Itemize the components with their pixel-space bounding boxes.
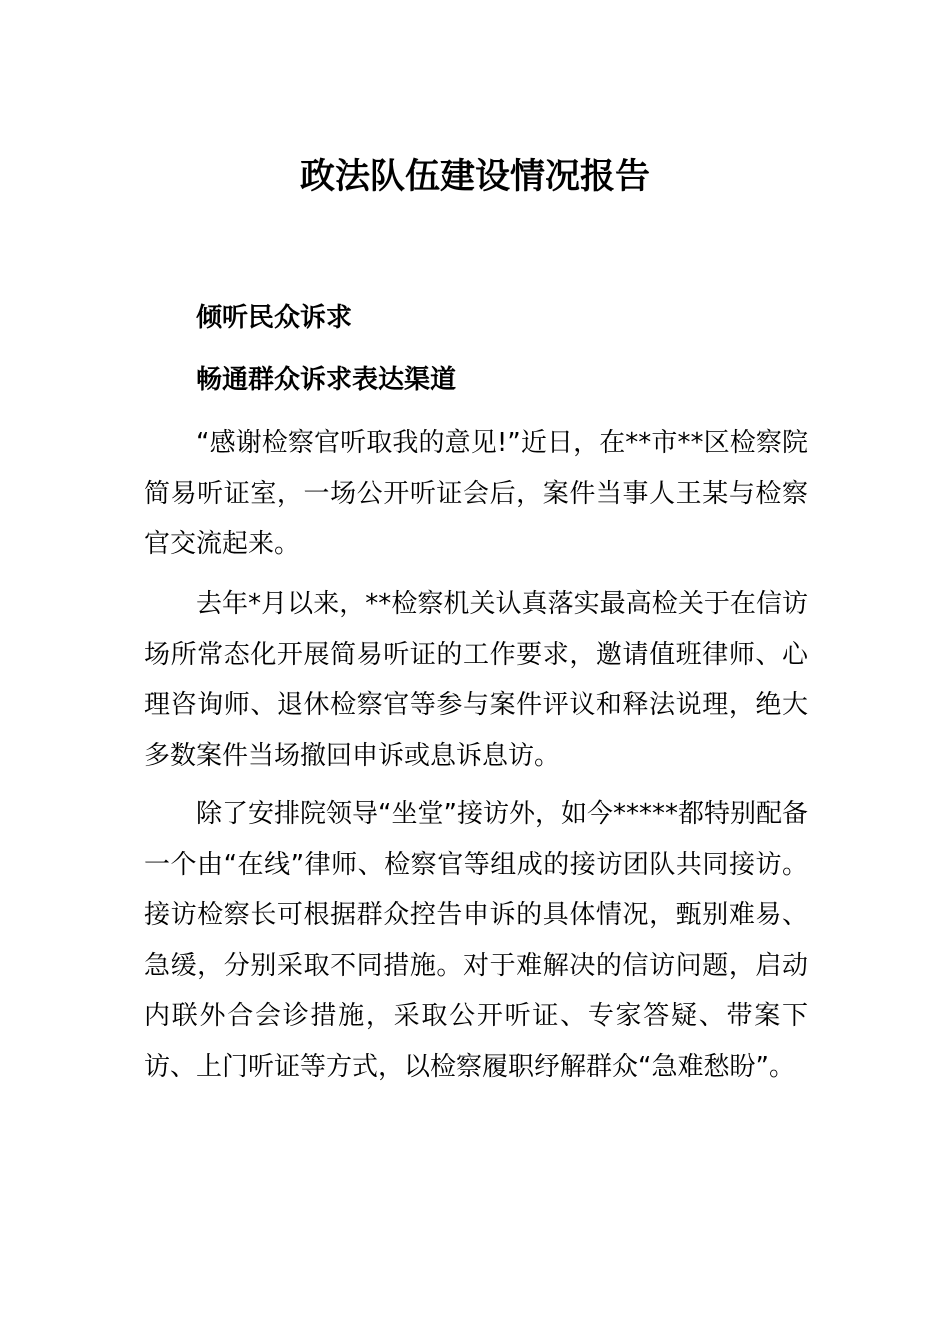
- document-title: 政法队伍建设情况报告: [299, 157, 650, 197]
- section-heading: 倾听民众诉求: [196, 303, 353, 333]
- subsection-heading: 畅通群众诉求表达渠道: [196, 365, 457, 395]
- paragraph-2: 去年*月以来，**检察机关认真落实最高检关于在信访场所常态化开展简易听证的工作要求，邀请值班律师、心理咨询师、退休检察官等参与案件评议和释法说理，绝大多数案件当场撤回申诉或息诉息访。: [144, 589, 808, 771]
- paragraph-3: 除了安排院领导“坐堂”接访外，如今*****都特别配备一个由“在线”律师、检察官等组成的接访团队共同接访。接访检察长可根据群众控告申诉的具体情况，甄别难易、急缓，分别采取不同措施。对于难解决的信访问题，启动内联外合会诊措施，采取公开听证、专家答疑、带案下访、上门听证等方式，以检察履职纾解群众“急难愁盼”。: [144, 799, 808, 1082]
- paragraph-1: “感谢检察官听取我的意见!”近日，在**市**区检察院简易听证室，一场公开听证会后，案件当事人王某与检察官交流起来。: [144, 428, 808, 559]
